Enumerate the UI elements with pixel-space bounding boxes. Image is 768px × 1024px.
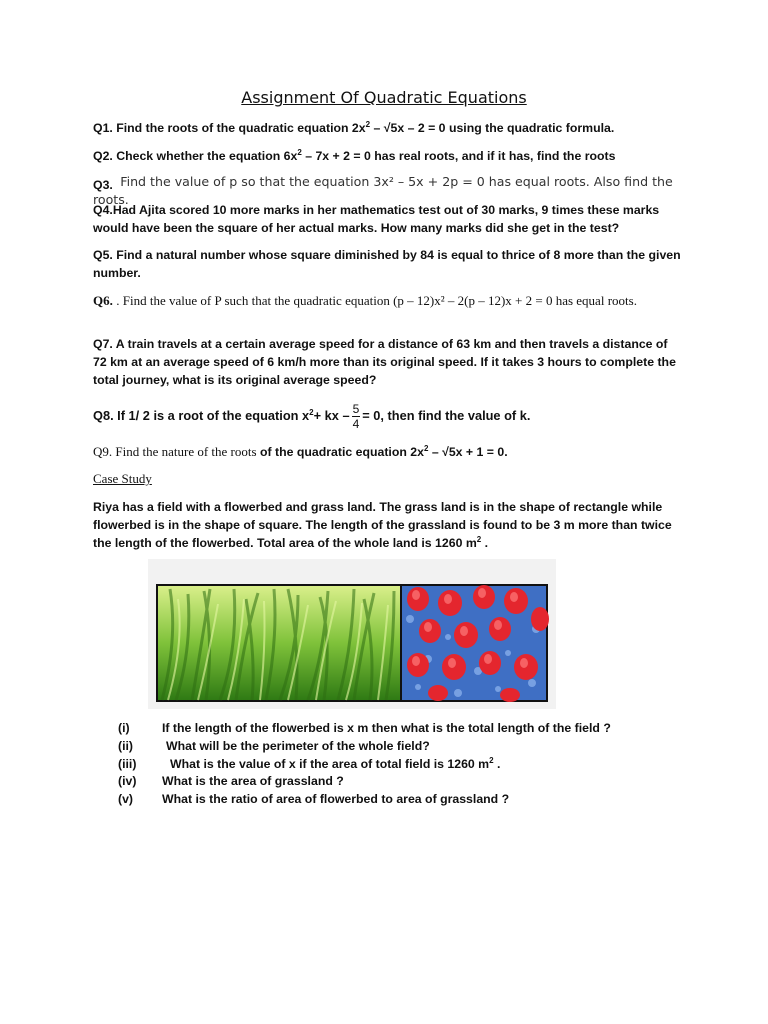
question-9-post: of the quadratic equation 2x — [259, 445, 424, 459]
question-4: Q4.Had Ajita scored 10 more marks in her mathematics test out of 30 marks, 9 times these marks would have been the square of her actual marks. How many marks did she get in the test? — [93, 203, 660, 235]
question-2-tail: – 7x + 2 = 0 has real roots, and if it has, find the roots — [301, 149, 616, 163]
case-study-text — [93, 498, 683, 552]
case-study-tail: . — [481, 536, 489, 550]
question-3-text: Find the value of p so that the equation 3x² – 5x + 2p = 0 has equal roots. Also find the roots. — [93, 174, 673, 207]
question-9-text: Q9. Find the nature of the roots — [93, 444, 257, 459]
question-8-post: = 0, then find the value of k. — [362, 408, 531, 423]
question-9-tail: – √5x + 1 = 0. — [428, 445, 508, 459]
superscript: 2 — [297, 148, 302, 157]
question-8 — [93, 398, 683, 434]
sub-question-number: (v) — [118, 792, 134, 806]
fraction-denominator: 4 — [352, 417, 360, 432]
sub-question-text: What is the ratio of area of flowerbed to area of grassland ? — [162, 792, 510, 806]
field-illustration — [148, 559, 556, 709]
question-1-text: Q1. Find the roots of the quadratic equation 2x — [93, 121, 366, 135]
superscript: 2 — [489, 756, 494, 765]
question-8-mid: + kx – — [313, 408, 350, 423]
sub-question-number: (i) — [118, 721, 130, 735]
question-3-number: Q3. — [93, 178, 113, 192]
question-9 — [93, 443, 683, 461]
question-7: Q7. A train travels at a certain average speed for a distance of 63 km and then travels a distance of 72 km at an average speed of 6 km/h more than its original speed. If it takes 3 hours to complete the total journey, what is its original average speed? — [93, 337, 676, 387]
field-image — [148, 559, 556, 709]
question-2 — [93, 147, 683, 165]
superscript: 2 — [365, 120, 371, 129]
case-study-body: Riya has a field with a flowerbed and grass land. The grass land is in the shape of rectangle while flowerbed is in the shape of square. The length of the grassland is found to be 3 m more than twice the length of the flowerbed. Total area of the whole land is 1260 m — [93, 500, 672, 550]
question-5: Q5. Find a natural number whose square diminished by 84 is equal to thrice of 8 more than the given number. — [93, 248, 681, 280]
question-2-text: Q2. Check whether the equation 6x — [93, 149, 298, 163]
sub-question-tail: . — [493, 757, 501, 771]
sub-question-text: What is the area of grassland ? — [162, 774, 344, 788]
question-6-number: Q6. — [93, 293, 113, 308]
question-1-tail: – √5x – 2 = 0 using the quadratic formula. — [370, 121, 615, 135]
flower-bed-image — [402, 585, 549, 702]
superscript: 2 — [309, 408, 314, 417]
superscript: 2 — [423, 444, 429, 453]
sub-question-number: (iv) — [118, 774, 137, 788]
case-study-heading: Case Study — [93, 471, 152, 486]
fraction-numerator: 5 — [352, 402, 360, 417]
question-1 — [93, 119, 683, 137]
sub-question-body: What is the value of x if the area of total field is 1260 m — [170, 757, 490, 771]
question-6-text: . Find the value of P such that the quadratic equation (p – 12)x² – 2(p – 12)x + 2 = 0 has equal roots. — [116, 293, 637, 308]
grass-image — [158, 586, 400, 700]
sub-question-text — [170, 756, 500, 773]
sub-question-text: What will be the perimeter of the whole field? — [166, 739, 430, 753]
superscript: 2 — [476, 535, 482, 544]
sub-question-number: (iii) — [118, 757, 137, 771]
sub-question-number: (ii) — [118, 739, 134, 753]
question-6 — [93, 292, 683, 310]
question-8-text: Q8. If 1/ 2 is a root of the equation x — [93, 408, 310, 423]
page-title: Assignment Of Quadratic Equations — [241, 88, 527, 107]
sub-question-text: If the length of the flowerbed is x m then what is the total length of the field ? — [162, 721, 611, 735]
fraction — [352, 402, 361, 431]
